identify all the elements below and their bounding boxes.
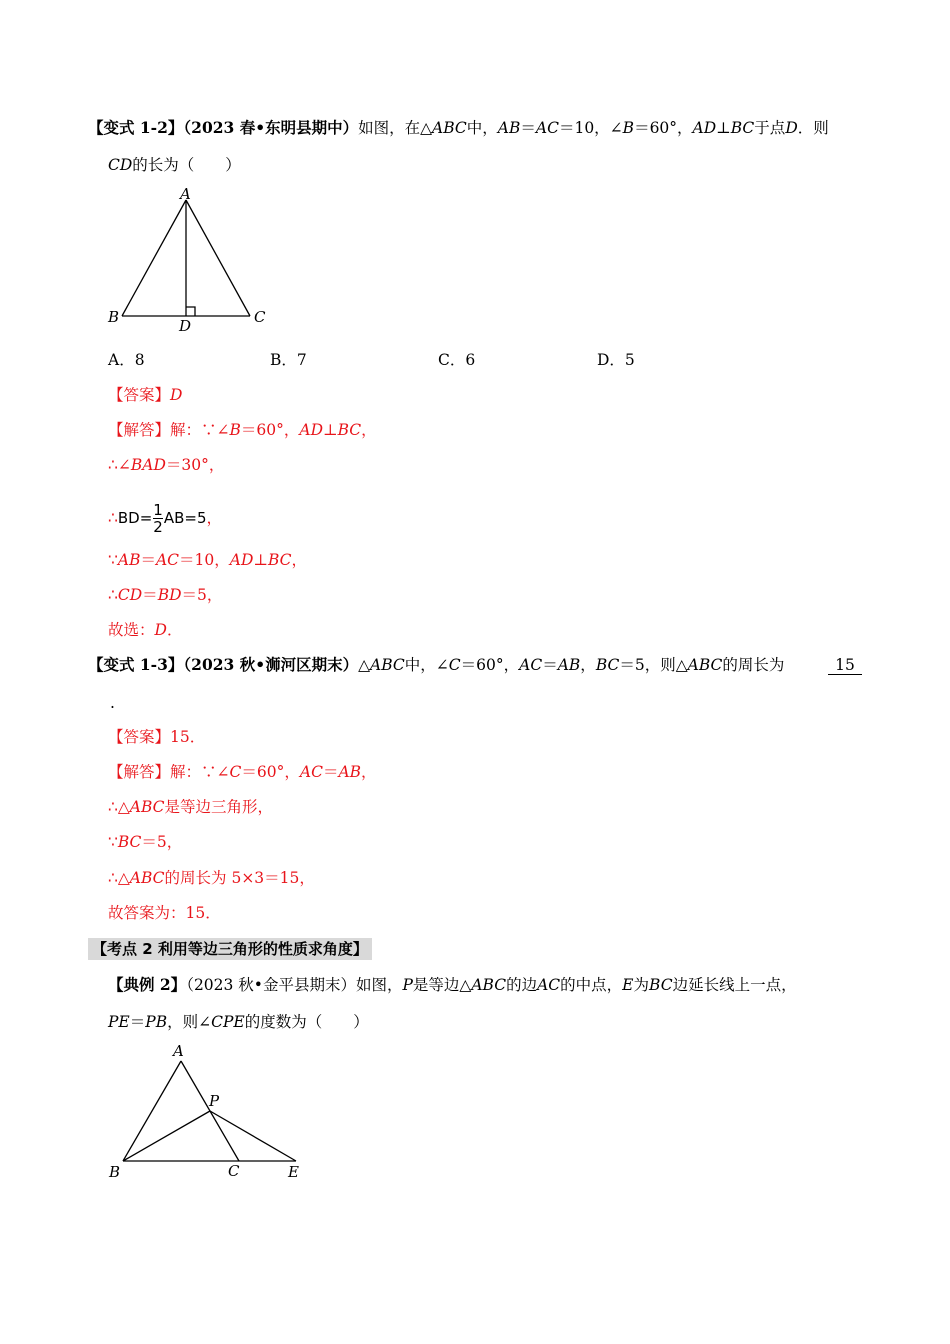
- var: AD: [229, 551, 254, 569]
- example-tag: 【典例 2】: [108, 975, 187, 994]
- var: BC: [649, 976, 673, 994]
- sol-text: ＝10，: [179, 551, 230, 569]
- var: CD: [108, 156, 133, 174]
- var: AB: [338, 763, 362, 781]
- var: BAD: [130, 456, 166, 474]
- solution-line-1: [108, 420, 377, 440]
- sol-text: ⊥: [323, 421, 338, 439]
- stem-text: 为: [633, 976, 650, 994]
- sol-text: ＝5，: [141, 833, 183, 851]
- stem-text: ，则∠: [167, 1013, 212, 1031]
- problem-source: （2023 春•东明县期中）: [183, 118, 359, 137]
- option-c[interactable]: C．6: [438, 351, 476, 369]
- sol-text: ＝60°，: [241, 763, 300, 781]
- example-source: （2023 秋•金平县期末）: [186, 976, 356, 994]
- problem-1-2-stem-line2: [108, 155, 241, 175]
- figure-equilateral-p-midpoint: [100, 1040, 320, 1185]
- solution-line-1: [108, 762, 377, 782]
- sol-text: ＝30°，: [165, 456, 225, 474]
- problem-1-3-stem: [88, 655, 784, 675]
- var: AB: [117, 551, 141, 569]
- example-2-stem: [108, 975, 797, 995]
- stem-text: 中，: [466, 119, 498, 137]
- var: AD: [299, 421, 324, 439]
- var: P: [402, 976, 413, 994]
- label-c: C: [228, 1162, 240, 1180]
- stem-text: ＝: [520, 119, 536, 137]
- sol-text: ，: [206, 509, 223, 527]
- solution-line-3: [108, 832, 182, 852]
- segment-bp: [123, 1111, 210, 1161]
- answer-blank-value: 15: [828, 656, 862, 675]
- stem-text: 如图，: [355, 976, 403, 994]
- var: B: [229, 421, 241, 439]
- var: AB: [497, 119, 521, 137]
- answer-label: 【答案】: [108, 386, 171, 404]
- right-angle-mark: [186, 307, 195, 316]
- var: BC: [117, 833, 142, 851]
- problem-tag: 【变式 1-3】: [88, 655, 184, 674]
- sol-text: ∵: [108, 833, 118, 851]
- sol-text: ＝: [140, 551, 156, 569]
- var: ABC: [129, 798, 165, 816]
- fraction-denominator: 2: [153, 518, 163, 536]
- var: CD: [117, 586, 143, 604]
- var: B: [622, 119, 635, 137]
- stem-text: 是等边△: [412, 976, 472, 994]
- sol-text: ⊥: [253, 551, 268, 569]
- answer-line: [108, 727, 205, 747]
- stem-text: 的度数为（ ）: [244, 1013, 369, 1031]
- solution-line-3: [108, 498, 222, 538]
- sol-text: ∴△: [108, 798, 130, 816]
- var: BC: [337, 421, 362, 439]
- side-ac: [186, 200, 250, 316]
- stem-text: 的中点，: [560, 976, 623, 994]
- var: AC: [519, 656, 543, 674]
- var: D: [154, 621, 167, 639]
- solution-label: 【解答】: [108, 763, 171, 781]
- stem-text: 的长为（ ）: [132, 156, 241, 174]
- example-2-stem-line2: [108, 1012, 369, 1032]
- stem-text: 中，∠: [404, 656, 449, 674]
- stem-text: ，: [580, 656, 596, 674]
- var: CPE: [211, 1013, 245, 1031]
- sol-text: 故选：: [108, 621, 155, 639]
- period-line: .: [110, 694, 115, 712]
- stem-text: ＝5，则△: [619, 656, 688, 674]
- side-ab: [122, 200, 186, 316]
- answer-blank[interactable]: [828, 655, 862, 675]
- var: ABC: [687, 656, 723, 674]
- stem-text: 的边: [506, 976, 538, 994]
- var: BC: [595, 656, 620, 674]
- sol-text: 的周长为 5×3＝15，: [164, 869, 315, 887]
- problem-source: （2023 秋•浉河区期末）: [183, 655, 359, 674]
- var: PE: [108, 1013, 130, 1031]
- sol-text: ，: [291, 551, 308, 569]
- label-p: P: [209, 1092, 220, 1110]
- formula-right: AB=5: [163, 509, 207, 527]
- fraction-numerator: 1: [153, 501, 163, 519]
- var: BC: [267, 551, 292, 569]
- figure-triangle-abc-altitude: [100, 185, 280, 335]
- segment-pe: [210, 1111, 296, 1161]
- var: AC: [537, 976, 561, 994]
- solution-line-6: [108, 620, 182, 640]
- var: AB: [557, 656, 581, 674]
- var: C: [448, 656, 461, 674]
- stem-text: 的周长为: [722, 656, 785, 674]
- stem-text: ＝60°，: [634, 119, 693, 137]
- stem-text: ＝60°，: [460, 656, 520, 674]
- option-a[interactable]: A．8: [108, 351, 145, 369]
- var: E: [622, 976, 634, 994]
- stem-text: ＝: [129, 1013, 146, 1031]
- sol-text: ，: [361, 421, 377, 439]
- sol-text: ＝: [142, 586, 158, 604]
- problem-tag: 【变式 1-2】: [88, 118, 184, 137]
- var: ABC: [432, 119, 467, 137]
- answer-line: [108, 385, 182, 405]
- answer-label: 【答案】: [108, 728, 171, 746]
- solution-line-2: [108, 455, 224, 475]
- stem-text: ．则: [797, 119, 829, 137]
- stem-text: ⊥: [716, 119, 731, 137]
- sol-text: ∴: [108, 586, 118, 604]
- sol-text: ∴△: [108, 869, 130, 887]
- stem-text: ＝10，∠: [558, 119, 623, 137]
- sol-text: ∴: [108, 509, 118, 527]
- answer-value: 15．: [170, 728, 206, 746]
- solution-line-4: [108, 868, 315, 888]
- var: ABC: [370, 656, 405, 674]
- solution-label: 【解答】: [108, 421, 171, 439]
- stem-text: 边延长线上一点，: [672, 976, 797, 994]
- var: BC: [730, 119, 755, 137]
- var: AC: [155, 551, 180, 569]
- solution-line-5: [108, 585, 222, 605]
- sol-text: ＝: [322, 763, 339, 781]
- solution-line-5: 故答案为：15．: [108, 904, 221, 922]
- sol-text: 是等边三角形，: [164, 798, 274, 816]
- solution-line-4: [108, 550, 307, 570]
- var: ABC: [129, 869, 165, 887]
- stem-text: 于点: [754, 119, 786, 137]
- var: BD: [157, 586, 182, 604]
- sol-text: 解：∵∠: [170, 763, 230, 781]
- var: AC: [299, 763, 323, 781]
- stem-text: △: [358, 656, 371, 674]
- var: C: [229, 763, 242, 781]
- section-heading: 【考点 2 利用等边三角形的性质求角度】: [88, 938, 372, 960]
- solution-line-2: [108, 797, 273, 817]
- sol-text: ∴∠: [108, 456, 131, 474]
- label-b: B: [109, 1163, 121, 1181]
- label-a: A: [173, 1042, 184, 1060]
- option-b[interactable]: B．7: [270, 351, 307, 369]
- side-ab: [123, 1061, 181, 1161]
- var: ABC: [471, 976, 507, 994]
- problem-1-2-stem: [88, 118, 829, 138]
- var: AC: [535, 119, 559, 137]
- stem-text: ＝: [542, 656, 558, 674]
- var: D: [785, 119, 798, 137]
- var: AD: [692, 119, 717, 137]
- fraction-half: [153, 502, 163, 535]
- option-d[interactable]: D．5: [597, 351, 635, 369]
- answer-value: D: [170, 386, 183, 404]
- label-e: E: [288, 1163, 299, 1181]
- sol-text: ＝60°，: [240, 421, 300, 439]
- stem-text: 如图，在△: [358, 119, 433, 137]
- formula-bd: [117, 501, 207, 536]
- formula-left: BD=: [117, 509, 153, 527]
- sol-text: ∵: [108, 551, 118, 569]
- sol-text: ，: [361, 763, 377, 781]
- label-a: A: [180, 185, 191, 203]
- sol-text: ．: [166, 621, 183, 639]
- var: PB: [145, 1013, 168, 1031]
- sol-text: ＝5，: [181, 586, 223, 604]
- label-d: D: [179, 317, 192, 335]
- label-b: B: [108, 308, 120, 326]
- label-c: C: [254, 308, 266, 326]
- sol-text: 解：∵∠: [170, 421, 230, 439]
